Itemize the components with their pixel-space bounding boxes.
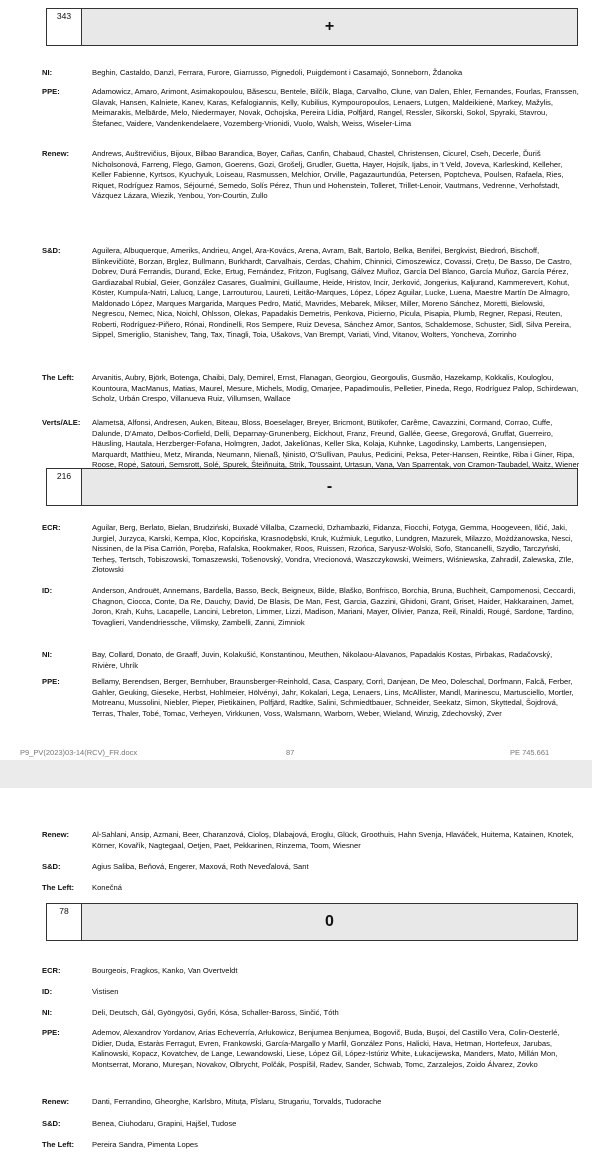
group-label: PPE: <box>42 677 60 686</box>
document-page-88 <box>0 788 592 1155</box>
group-members: Agius Saliba, Beňová, Engerer, Maxová, Roth Neveďalová, Sant <box>92 862 309 871</box>
group-members: Konečná <box>92 883 122 892</box>
group-members: Beghin, Castaldo, Danzì, Ferrara, Furore, Giarrusso, Pignedoli, Puigdemont i Casamajó, Sonneborn, Ždanoka <box>92 68 463 77</box>
group-members: Aguilar, Berg, Berlato, Bielan, Brudziński, Buxadé Villalba, Czarnecki, Dzhambazki, Fidanza, Fiocchi, Fotyga, Gemma, Hoogeveen, Ilčić, Jaki, Jurgiel, Jurzyca, Karski, Kempa, Kloc, Kopcińska, Krasnodębski, Kruk, Kuźmiuk, Legutko, Lundgren, Mazurek, Milazzo, Możdżanowska, Nesci, Nissinen, de la Pisa Carrión, Poręba, Rafalska, Rookmaker, Roos, Ruissen, Rzońca, Saryusz-Wolski, Sofo, Stancanelli, Szydło, Tarczyński, Terheş, Tertsch, Tobiszowski, Tomaszewski, Tošenovský, Vondra, Vrecionová, Waszczykowski, Weimers, Wiśniewska, Zahradil, Zalewska, Zīle, Złotowski <box>92 523 574 574</box>
group-members: Ademov, Alexandrov Yordanov, Arias Echeverría, Arłukowicz, Benjumea Benjumea, Bogovič, Buda, Buşoi, del Castillo Vera, Colin-Oesterlé, Didier, Duda, Estaràs Ferragut, Evren, Frankowski, García-Margallo y Marfil, González Pons, Halicki, Hava, Hetman, Hortefeux, Jarubas, Kalinowski, Kopacz, Kovatchev, de Lange, Lewandowski, Liese, López Gil, López-Istúriz White, Łukacijewska, Manders, Mato, Millán Mon, Montserrat, Morano, Mureşan, Novakov, Olbrycht, Polčák, Pospíšil, Radev, Sander, Schwab, Tomc, Zarzalejos, Zoido Álvarez, Zovko <box>92 1028 560 1069</box>
group-label: Renew: <box>42 1097 70 1106</box>
group-label: PPE: <box>42 1028 60 1037</box>
group-members: Anderson, Androuët, Annemans, Bardella, Basso, Beck, Beigneux, Bilde, Blaško, Bonfrisco, Borchia, Bruna, Buchheit, Campomenosi, Ceccardi, Chagnon, Ciocca, Conte, Da Re, Dauchy, David, De Blasis, De Man, Fest, Garcia, Gazzini, Ghidoni, Grant, Griset, Haider, Hakkarainen, Jamet, Joron, Krah, Kuhs, Lacapelle, Lancini, Lebreton, Limmer, Lizzi, Madison, Mariani, Mayer, Olivier, Panza, Reil, Rinaldi, Rougé, Sardone, Tardino, Tovaglieri, Vandendriessche, Vilimsky, Zambelli, Zanni, Zimniok <box>92 586 576 627</box>
group-members: Al-Sahlani, Ansip, Azmani, Beer, Charanzová, Cioloş, Dlabajová, Eroglu, Glück, Groothuis, Hahn Svenja, Hlaváček, Huitema, Katainen, Knotek, Körner, Kovařík, Nagtegaal, Oetjen, Paet, Pekkarinen, Rinzema, Toom, Wiesner <box>92 830 574 850</box>
group-label: NI: <box>42 1008 53 1017</box>
vote-against-box <box>46 468 578 506</box>
group-members: Alametsä, Alfonsi, Andresen, Auken, Biteau, Bloss, Boeselager, Breyer, Bricmont, Bütikofer, Carême, Cavazzini, Cormand, Corrao, Cuffe, Dalunde, D'Amato, Delbos-Corfield, Delli, Deparnay-Grunenberg, Eickhout, Franz, Freund, Gallée, Geese, Gregorová, Gruffat, Guerreiro, Häusling, Hautala, Herzberger-Fofana, Holmgren, Jadot, Jakeliūnas, Keller Ska, Kolaja, Kuhnke, Lagodinsky, Lamberts, Langensiepen, Marquardt, Matthieu, Metz, Miranda, Neumann, Nienaß, Ņinistö, O'Sullivan, Paulus, Pedicini, Peksa, Peter-Hansen, Reintke, Riba i Giner, Ripa, Roose, Ropė, Satouri, Semsrott, Solé, Spurek, Šteiňnuitą, Strik, Toussaint, Urtasun, Vana, Van Sparrentak, von Cramon-Taubadel, Waitz, Wiener <box>92 418 580 469</box>
footer-filename: P9_PV(2023)03-14(RCV)_FR.docx <box>20 748 138 757</box>
group-label: Verts/ALE: <box>42 418 81 427</box>
vote-for-box <box>46 8 578 46</box>
group-label: NI: <box>42 68 53 77</box>
group-members: Danti, Ferrandino, Gheorghe, Karlsbro, Mituța, Pîslaru, Strugariu, Torvalds, Tudorache <box>92 1097 382 1106</box>
group-label: Renew: <box>42 830 70 839</box>
vote-abstain-symbol: 0 <box>82 904 577 940</box>
group-label: The Left: <box>42 373 75 382</box>
group-label: The Left: <box>42 1140 75 1149</box>
group-label: ID: <box>42 987 53 996</box>
page-separator <box>0 760 592 788</box>
group-label: S&D: <box>42 1119 61 1128</box>
group-members: Vistisen <box>92 987 119 996</box>
footer-page-number: 87 <box>286 748 295 757</box>
group-label: ECR: <box>42 523 61 532</box>
group-label: ID: <box>42 586 53 595</box>
group-members: Pereira Sandra, Pimenta Lopes <box>92 1140 198 1149</box>
group-members: Andrews, Auštrevičius, Bijoux, Bilbao Barandica, Boyer, Cañas, Canfin, Chabaud, Chastel, Christensen, Cicurel, Cseh, Decerle, Ďuriš Nicholsonová, Farreng, Flego, Gamon, Goerens, Gozi, Grošelj, Grudler, Guetta, Hayer, Hojsík, Ijabs, in 't Veld, Joveva, Karleskind, Kelleher, Keller Fabienne, Kyrtsos, Kyuchyuk, Loiseau, Rasmussen, Melchior, Orville, Pagazaurtundúa, Petersen, Poptcheva, Poulsen, Rafaela, Ries, Riquet, Rodríguez Ramos, Séjourné, Semedo, Solís Pérez, Thun und Hohenstein, Tolleret, Trillet-Lenoir, Vautmans, Vedrenne, Verhofstadt, Vázquez Lázara, Wiezik, Yenbou, Yon-Courtin, Zullo <box>92 149 564 200</box>
group-label: PPE: <box>42 87 60 96</box>
vote-for-count: 343 <box>47 9 82 45</box>
group-label: NI: <box>42 650 53 659</box>
group-members: Bay, Collard, Donato, de Graaff, Juvin, Kolakušić, Konstantinou, Meuthen, Nikolaou-Alavanos, Papadakis Kostas, Pirbakas, Radačovský, Rivière, Uhrík <box>92 650 553 670</box>
vote-abstain-count: 78 <box>47 904 82 940</box>
group-members: Bourgeois, Fragkos, Kanko, Van Overtveldt <box>92 966 238 975</box>
group-label: ECR: <box>42 966 61 975</box>
group-label: S&D: <box>42 862 61 871</box>
group-members: Bellamy, Berendsen, Berger, Bernhuber, Braunsberger-Reinhold, Casa, Caspary, Corrì, Danjean, De Meo, Doleschal, Dorfmann, Falcă, Ferber, Gahler, Geuking, Gieseke, Herbst, Hohlmeier, Hölvényi, Jahr, Kokalari, Lega, Lenaers, Lins, McAllister, Mandl, Marinescu, Martusciello, Mortler, Motreanu, Mussolini, Niebler, Pieper, Pietikäinen, Polfjärd, Radtke, Salini, Schmiedtbauer, Schneider, Seekatz, Simon, Skyttedal, Šojdrová, Terras, Thaler, Tobé, Tomac, Verheyen, Virkkunen, Voss, Walsmann, Warborn, Weber, Wieland, Winzig, Zdechovský, Zver <box>92 677 574 718</box>
vote-for-symbol: + <box>82 9 577 45</box>
vote-against-count: 216 <box>47 469 82 505</box>
group-label: The Left: <box>42 883 75 892</box>
vote-abstain-box <box>46 903 578 941</box>
footer-reference: PE 745.661 <box>510 748 550 757</box>
group-label: Renew: <box>42 149 70 158</box>
group-label: S&D: <box>42 246 61 255</box>
group-members: Arvanitis, Aubry, Björk, Botenga, Chaibi, Daly, Demirel, Ernst, Flanagan, Georgiou, Georgoulis, Gusmão, Hazekamp, Kokkalis, Kouloglou, Kountoura, MacManus, Matias, Maurel, Mesure, Michels, Modig, Omarjee, Papadimoulis, Pelletier, Pineda, Rego, Rodríguez Palop, Schirdewan, Scholz, Urbán Crespo, Villanueva Ruiz, Villumsen, Wallace <box>92 373 579 403</box>
group-members: Benea, Ciuhodaru, Grapini, Hajšel, Tudose <box>92 1119 237 1128</box>
group-members: Aguilera, Albuquerque, Ameriks, Andrieu, Angel, Ara-Kovács, Arena, Avram, Balt, Bartolo, Belka, Benifei, Bergkvist, Biedroń, Bischoff, Blinkevičiūtė, Borzan, Brglez, Bullmann, Burkhardt, Carvalhais, Cerdas, Chahim, Chinnici, Cimoszewicz, Covassi, Crețu, De Basso, De Castro, Dobrev, Durá Ferrandis, Durand, Ecke, Ertug, Fernández, Fritzon, Fuglsang, Gálvez Muñoz, García Del Blanco, García Muñoz, García Pérez, Gardiazabal Rubial, Geier, González Casares, Gualmini, Guillaume, Heide, Hristov, Incir, Jerković, Jongerius, Kaljurand, Kammerevert, Kohut, Köster, Kumpula-Natri, Lalucq, Lange, Larrouturou, Laureti, Leitão-Marques, López, López Aguilar, Lucke, Luena, Maestre Martín De Almagro, Maldonado López, Marques Margarida, Marques Pedro, Matić, Mavrides, Mebarek, Mikser, Miller, Moreno Sánchez, Moretti, Bielowski, Negrescu, Nemec, Nica, Noichl, Ohlsson, Olekas, Papadakis Demetris, Penkova, Picierno, Picula, Pisapia, Plumb, Regner, Repasi, Reuten, Roberti, Rodríguez-Piñero, Rónai, Rondinelli, Ros Sempere, Ruiz Devesa, Sánchez Amor, Santos, Schaldemose, Schuster, Sidl, Silva Pereira, Sippel, Smeriglio, Stanishev, Tang, Tax, Tinagli, Toia, Ušakovs, Van Brempt, Variati, Vind, Vitanov, Wolters, Yoncheva, Zorrinho <box>92 246 572 339</box>
group-members: Deli, Deutsch, Gál, Gyöngyösi, Győri, Kósa, Schaller-Baross, Sinčić, Tóth <box>92 1008 339 1017</box>
vote-against-symbol: - <box>82 469 577 505</box>
group-members: Adamowicz, Amaro, Arimont, Asimakopoulou, Băsescu, Bentele, Bilčík, Blaga, Carvalho, Clune, van Dalen, Ehler, Fernandes, Fourlas, Franssen, Glavak, Hansen, Kalniete, Kanev, Karas, Kefalogiannis, Kelly, Kubilius, Kympouropoulos, Lenaers, Lutgen, Maldeikienė, Markey, Mažylis, Meimarakis, Melbārde, Melo, Niedermayer, Novak, Ochojska, Pereira Lídia, Polfjärd, Rangel, Ressler, Sikorski, Sokol, Spyraki, Stavrou, Štefanec, Vaidere, Vandenkendelaere, Vozemberg-Vrionidi, Vuolo, Walsh, Weiss, Wiseler-Lima <box>92 87 579 128</box>
